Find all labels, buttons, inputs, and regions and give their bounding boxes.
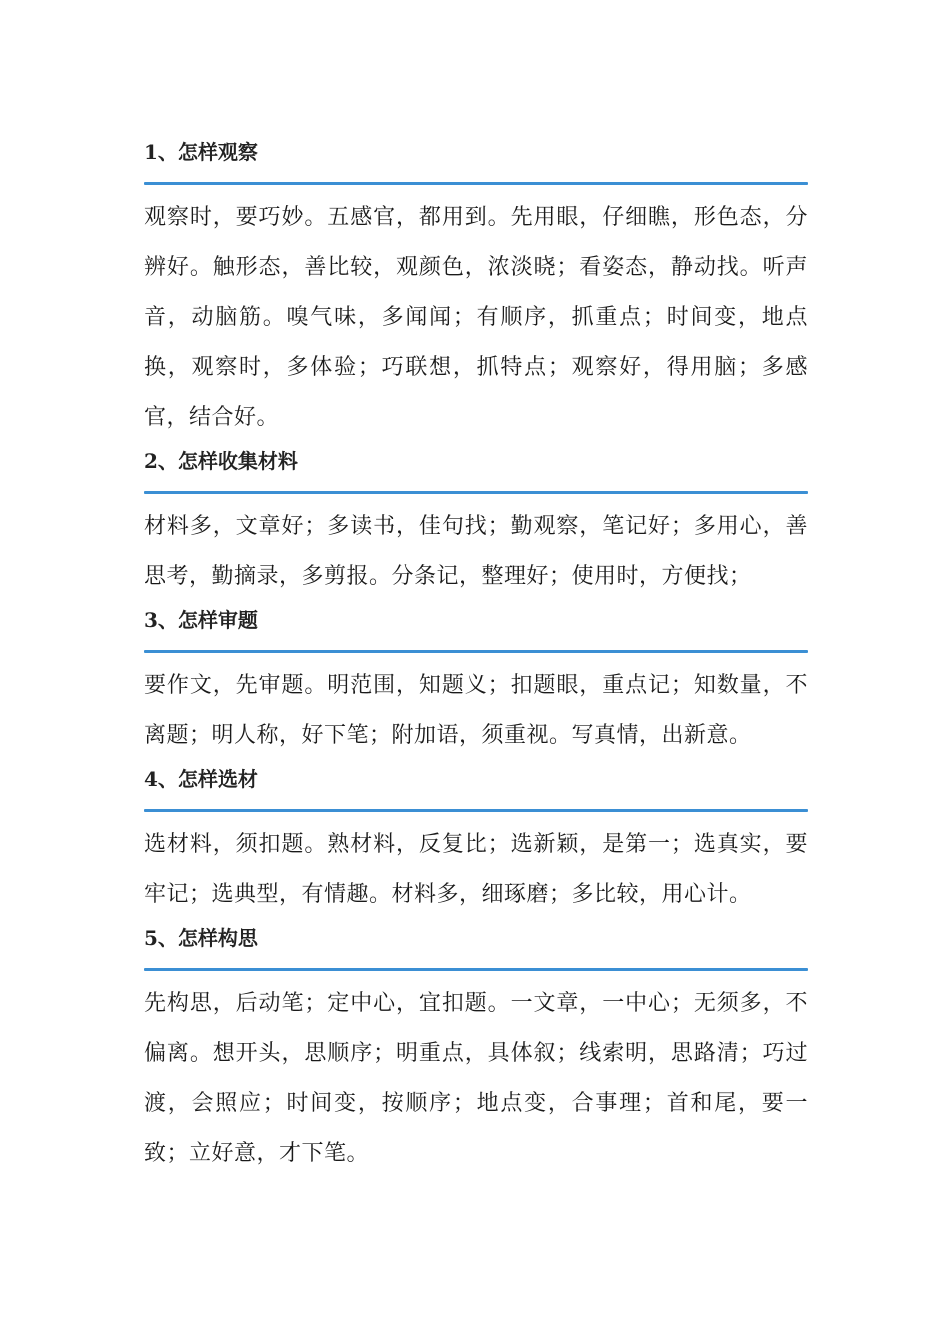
- section-divider: [144, 968, 808, 971]
- section-body: 先构思，后动笔；定中心，宜扣题。一文章，一中心；无须多，不偏离。想开头，思顺序；明重点，具体叙；线索明，思路清；巧过渡，会照应；时间变，按顺序；地点变，合事理；首和尾，要一致；立好意，才下笔。: [144, 991, 808, 1166]
- section-review-topic: [144, 604, 808, 761]
- section-heading: 4、怎样选材: [144, 767, 258, 791]
- section-heading: 5、怎样构思: [144, 926, 258, 950]
- section-body: 材料多，文章好；多读书，佳句找；勤观察，笔记好；多用心，善思考，勤摘录，多剪报。分条记，整理好；使用时，方便找；: [144, 514, 808, 589]
- section-select-material: [144, 763, 808, 920]
- section-heading: 2、怎样收集材料: [144, 449, 298, 473]
- section-conception: [144, 922, 808, 1179]
- section-divider: [144, 182, 808, 185]
- section-divider: [144, 491, 808, 494]
- section-body: 选材料，须扣题。熟材料，反复比；选新颖，是第一；选真实，要牢记；选典型，有情趣。材料多，细琢磨；多比较，用心计。: [144, 832, 808, 907]
- section-body: 观察时，要巧妙。五感官，都用到。先用眼，仔细瞧，形色态，分辨好。触形态，善比较，观颜色，浓淡晓；看姿态，静动找。听声音，动脑筋。嗅气味，多闻闻；有顺序，抓重点；时间变，地点换，观察时，多体验；巧联想，抓特点；观察好，得用脑；多感官，结合好。: [144, 205, 808, 430]
- section-collect-materials: [144, 445, 808, 602]
- section-observation: [144, 136, 808, 443]
- section-heading: 3、怎样审题: [144, 608, 258, 632]
- section-divider: [144, 809, 808, 812]
- section-divider: [144, 650, 808, 653]
- section-body: 要作文，先审题。明范围，知题义；扣题眼，重点记；知数量，不离题；明人称，好下笔；附加语，须重视。写真情，出新意。: [144, 673, 808, 748]
- document-page: [144, 136, 808, 1181]
- section-heading: 1、怎样观察: [144, 140, 258, 164]
